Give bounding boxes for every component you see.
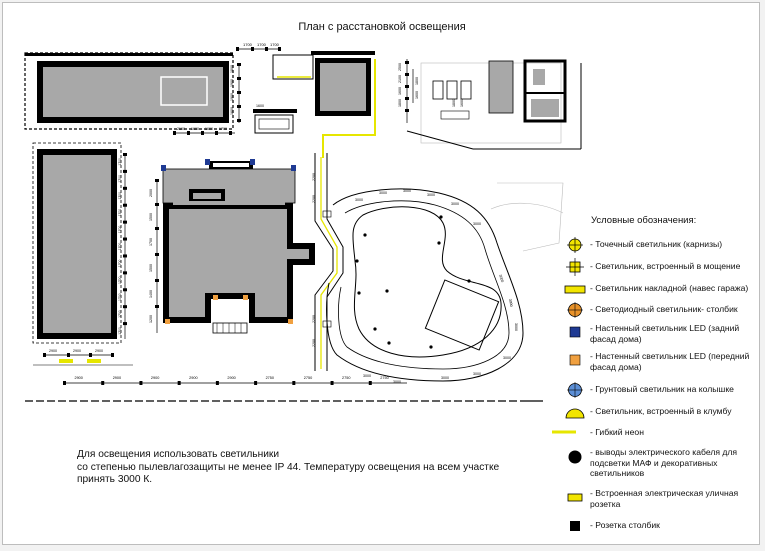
legend-label: - Светильник, встроенный в мощение (590, 261, 741, 271)
dim-label: 1900 (230, 79, 234, 87)
dim-label: 1700 (118, 242, 122, 251)
dim-label: 3000 (403, 189, 411, 193)
dim-label: 2200 (312, 339, 316, 347)
spot-light-icon (563, 235, 587, 259)
dim-label: 2900 (150, 376, 160, 380)
dim-label: 1800 (452, 99, 456, 107)
legend-label: - Розетка столбик (590, 520, 660, 530)
dim-label: 2750 (265, 376, 275, 380)
flowerbed-light-icon (563, 402, 587, 426)
garden-paths (327, 183, 563, 381)
socket-post-icon (563, 517, 587, 541)
dim-label: 1600 (256, 104, 264, 108)
dim-tick (254, 381, 257, 385)
dim-label: 1700 (118, 225, 122, 234)
dim-tick (123, 153, 127, 156)
dim-label: 3000 (508, 298, 514, 308)
dim-tick (123, 288, 127, 291)
legend-item-front-wall (563, 351, 759, 381)
dim-label: 2100 (398, 75, 402, 83)
legend-label: - Гибкий неон (590, 427, 644, 437)
dim-label: 1800 (398, 99, 402, 107)
dim-label: 1700 (270, 42, 279, 47)
dim-label: 2200 (312, 195, 316, 203)
dimension-column-garage (230, 63, 241, 123)
dim-tick (63, 381, 66, 385)
dim-label: 1200 (149, 315, 153, 323)
central-walkway (312, 153, 343, 371)
paving-light-icon (563, 257, 587, 281)
dim-label: 1800 (415, 77, 419, 85)
curve-dimensions (355, 189, 518, 384)
legend-label: - Светильник накладной (навес гаража) (590, 283, 749, 293)
legend-item-cable (563, 447, 759, 483)
dim-label: 3000 (379, 191, 387, 195)
front-wall-light-icon (563, 351, 587, 375)
dim-label: 1700 (243, 42, 252, 47)
dim-label: 1600 (460, 99, 464, 107)
rear-wall-light-icon (563, 323, 587, 347)
ground-spike-light-icon (563, 380, 587, 404)
dim-label: 1600 (398, 87, 402, 95)
main-house (163, 161, 315, 333)
garage-building (25, 53, 233, 129)
dim-label: 1600 (205, 127, 213, 131)
dim-label: 3000 (498, 273, 505, 283)
dim-label: 1700 (118, 191, 122, 200)
dim-label: 1400 (149, 290, 153, 298)
legend-label: - Светильник, встроенный в клумбу (590, 406, 732, 416)
dim-label: 2750 (342, 376, 351, 380)
dim-label: 3000 (363, 374, 371, 378)
note-line: Для освещения использовать светильники (77, 449, 280, 460)
utility-yard (407, 61, 581, 149)
dim-label: 3000 (503, 356, 511, 360)
legend-label: - Светодиодный светильник- столбик (590, 304, 738, 314)
legend-label: - выводы электрического кабеля для подсветки МАФ и декоративных светильников (590, 447, 738, 478)
garage-roof (43, 67, 223, 117)
dim-label: 2900 (73, 349, 81, 353)
dim-label: 1800 (230, 65, 234, 73)
outdoor-socket-icon (563, 488, 587, 512)
dim-label: 2200 (312, 173, 316, 181)
legend-label: - Точечный светильник (карнизы) (590, 239, 723, 249)
note-line: принять 3000 К. (77, 474, 153, 486)
dim-tick (216, 381, 219, 385)
legend-label: - Грунтовый светильник на колышке (590, 384, 734, 394)
dim-label: 1900 (230, 93, 234, 101)
dim-label: 1700 (118, 276, 122, 285)
dim-tick (123, 254, 127, 257)
dim-label: 2900 (74, 376, 83, 380)
legend-label: - Настенный светильник LED (передний фасад дома) (590, 351, 750, 372)
dim-tick (369, 381, 372, 385)
dim-label: 1700 (118, 310, 122, 318)
dim-tick (123, 170, 127, 173)
neon-strip-icon (541, 424, 587, 448)
dim-tick (123, 305, 127, 308)
dim-tick (331, 381, 334, 385)
legend-item-socket-post (563, 517, 759, 547)
dim-label: 2500 (398, 63, 402, 71)
dim-label: 2000 (149, 189, 153, 197)
dim-tick (139, 381, 142, 385)
dim-label: 3000 (473, 222, 481, 226)
lighting-note (77, 449, 547, 487)
dim-label: 2750 (380, 376, 389, 380)
note-line: со степенью пылевлагозащиты не менее IP 44. Температуру освещения на всем участке (77, 461, 500, 473)
dim-label: 1700 (118, 259, 122, 268)
dim-label: 2100 (177, 127, 185, 131)
dim-label: 1700 (257, 42, 266, 47)
legend-label: - Настенный светильник LED (задний фасад дома) (590, 323, 740, 344)
dim-label: 1700 (118, 208, 122, 217)
dimension-row-bottom (63, 376, 407, 385)
pergola (253, 104, 297, 133)
dimension-top (236, 42, 281, 51)
bollard-light-icon (563, 300, 587, 324)
dim-label: 1700 (118, 293, 122, 301)
garden-cable-outlets (355, 215, 470, 348)
dim-label: 3000 (451, 202, 459, 206)
dimension-column-right (398, 59, 419, 123)
dim-label: 1600 (191, 127, 199, 131)
dim-tick (123, 238, 127, 241)
dim-label: 1700 (118, 175, 122, 183)
outbuilding-center (273, 51, 375, 116)
dim-label: 2900 (189, 376, 198, 380)
dim-label: 2200 (312, 315, 316, 323)
legend-label: - Встроенная электрическая уличная розетка (590, 488, 739, 509)
dim-tick (123, 271, 127, 274)
dim-label: 1600 (230, 107, 234, 115)
dim-label: 1500 (149, 213, 153, 221)
dim-label: 3000 (441, 376, 449, 380)
dim-label: 2900 (112, 376, 122, 380)
dim-label: 2900 (95, 349, 103, 353)
dim-tick (123, 322, 127, 325)
dim-label: 3000 (393, 380, 401, 384)
dimension-column-house (149, 179, 159, 333)
dim-tick (292, 381, 295, 385)
drawing-sheet (2, 2, 760, 545)
dim-label: 2750 (303, 376, 313, 380)
dim-label: 3000 (514, 323, 518, 331)
legend-item-socket (563, 488, 759, 518)
garage-fence (25, 53, 233, 56)
dim-label: 1500 (149, 264, 153, 272)
dim-tick (101, 381, 104, 385)
dim-tick (123, 187, 127, 190)
dim-label: 1700 (219, 127, 227, 131)
legend-item-rear-wall (563, 323, 759, 353)
dim-label: 2900 (49, 349, 57, 353)
dim-label: 1700 (118, 158, 122, 166)
dim-label: 3000 (473, 372, 481, 376)
dim-label: 1600 (415, 91, 419, 99)
annex-building (33, 143, 121, 343)
dim-label: 3000 (355, 198, 363, 202)
cable-outlet-icon (563, 447, 587, 471)
dim-tick (123, 221, 127, 224)
dim-tick (123, 204, 127, 207)
dim-label: 3000 (427, 193, 435, 197)
dim-label: 2900 (227, 376, 236, 380)
dimension-row-mid (173, 127, 235, 135)
dimension-bottom-left (33, 349, 133, 365)
page-title: План с расстановкой освещения (298, 21, 466, 33)
dimension-column-left (118, 153, 127, 339)
legend-title: Условные обозначения: (591, 215, 697, 226)
dim-tick (178, 381, 181, 385)
dim-label: 1700 (149, 238, 153, 246)
dim-label: 1700 (118, 327, 122, 335)
